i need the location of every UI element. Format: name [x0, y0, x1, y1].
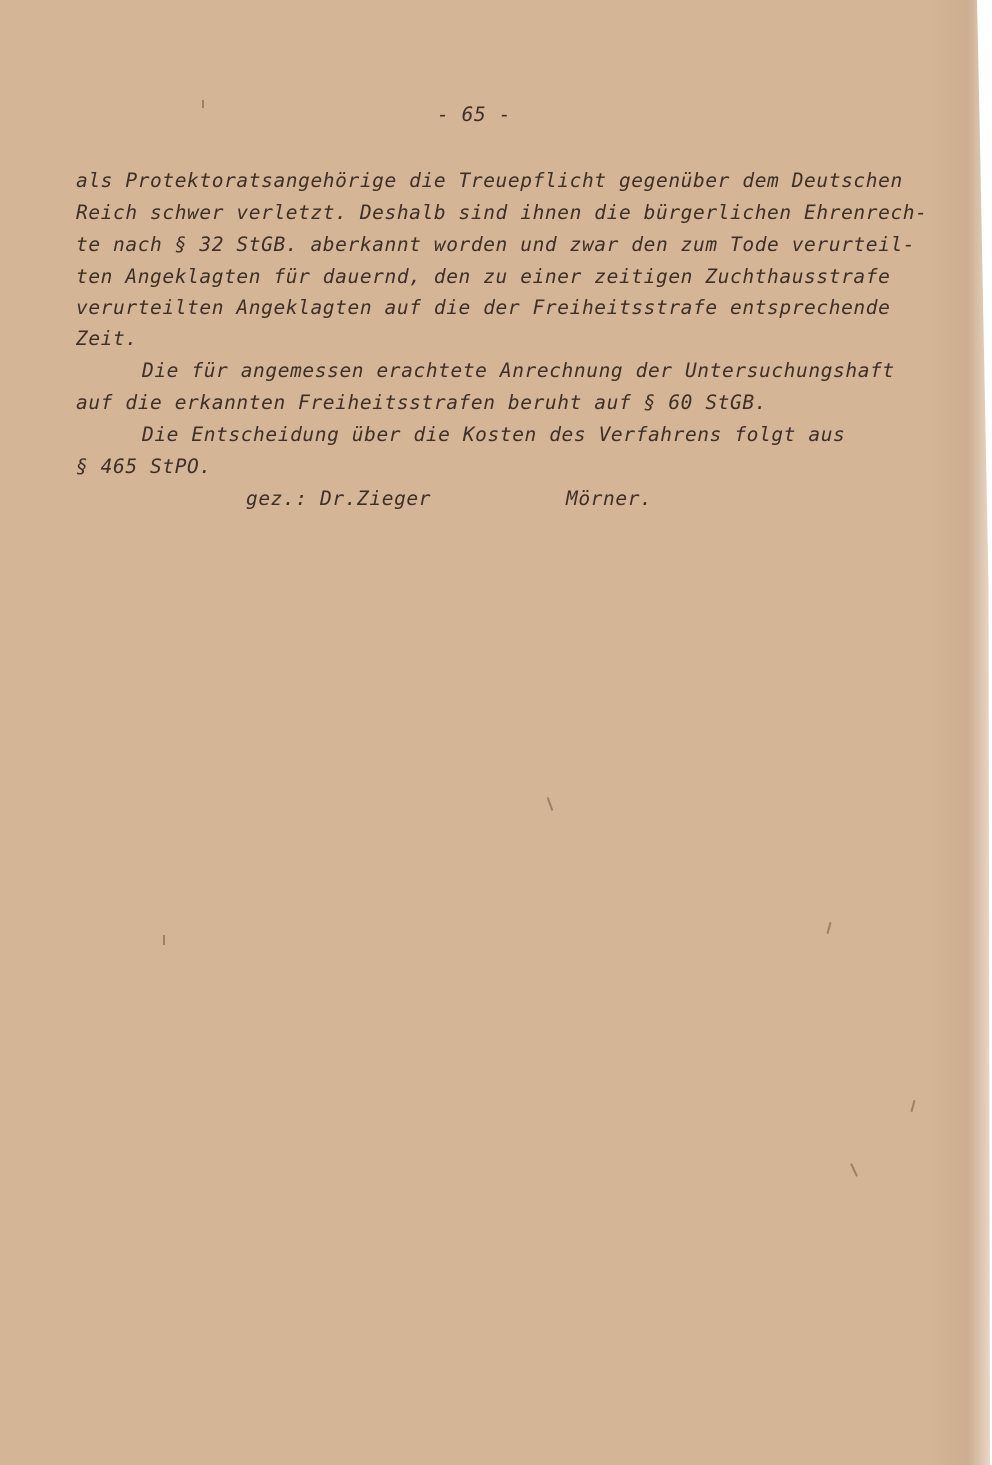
text-line-1: als Protektoratsangehörige die Treuepflicht gegenüber dem Deutschen: [76, 169, 903, 192]
text-line-3: te nach § 32 StGB. aberkannt worden und zwar den zum Tode verurteil-: [76, 233, 916, 256]
text-line-6: Zeit.: [76, 327, 138, 350]
text-line-9: Die Entscheidung über die Kosten des Verfahrens folgt aus: [142, 423, 846, 446]
paper-speck: [826, 922, 831, 934]
paper-speck: [202, 100, 204, 108]
text-line-4: ten Angeklagten für dauernd, den zu einer zeitigen Zuchthausstrafe: [76, 265, 891, 288]
paper-speck: [547, 797, 554, 811]
text-line-7: Die für angemessen erachtete Anrechnung der Untersuchungshaft: [142, 359, 895, 382]
signature-right: Mörner.: [566, 487, 653, 510]
text-line-8: auf die erkannten Freiheitsstrafen beruht auf § 60 StGB.: [76, 391, 768, 414]
paper-speck: [910, 1100, 915, 1112]
text-line-2: Reich schwer verletzt. Deshalb sind ihnen die bürgerlichen Ehrenrech-: [76, 201, 928, 224]
page-number: - 65 -: [437, 103, 512, 126]
text-line-10: § 465 StPO.: [76, 455, 212, 478]
paper-speck: [163, 935, 165, 945]
paper-speck: [850, 1163, 858, 1177]
text-line-5: verurteilten Angeklagten auf die der Freiheitsstrafe entsprechende: [76, 296, 891, 319]
signature-left: gez.: Dr.Zieger: [246, 487, 432, 510]
